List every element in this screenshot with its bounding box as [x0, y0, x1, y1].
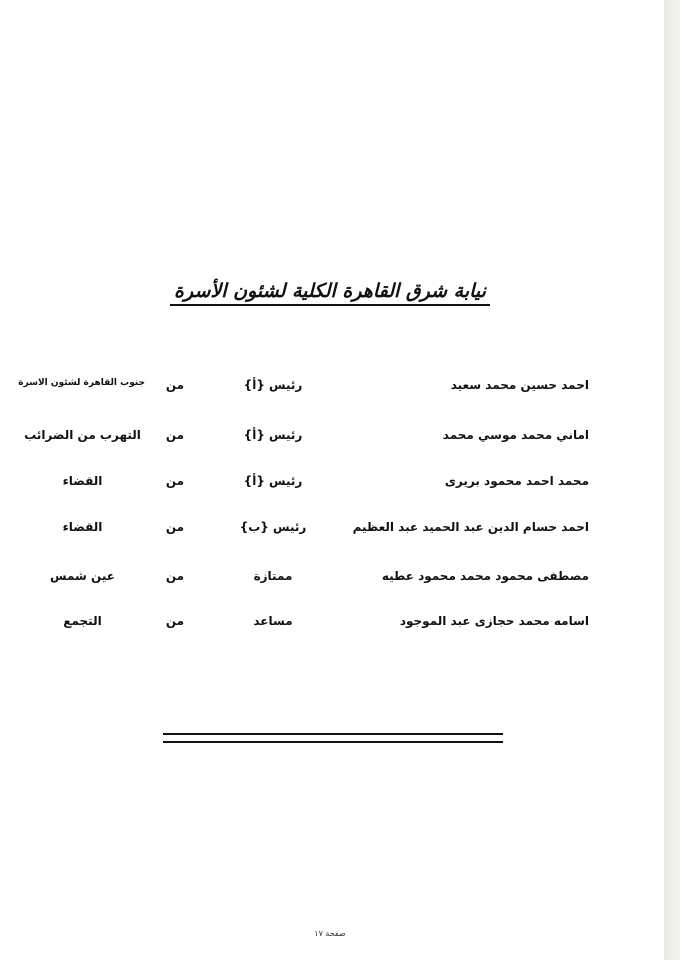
member-rank: رئيس {أ}	[243, 428, 303, 442]
member-destination: جنوب القاهرة لشئون الاسرة	[18, 378, 145, 388]
member-name: محمد احمد محمود بريرى	[444, 474, 589, 488]
from-label: من	[165, 614, 185, 628]
member-rank: مساعد	[253, 614, 293, 628]
list-item	[0, 428, 664, 452]
member-rank: ممتازة	[253, 569, 293, 583]
member-name: اسامه محمد حجازى عبد الموجود	[399, 614, 589, 628]
from-label: من	[165, 569, 185, 583]
member-rank: رئيس {أ}	[243, 474, 303, 488]
page-title: نيابة شرق القاهرة الكلية لشئون الأسرة	[170, 280, 490, 306]
member-destination: القضاء	[62, 474, 103, 488]
member-name: احمد حسام الدين عبد الحميد عبد العظيم	[352, 520, 589, 534]
from-label: من	[165, 428, 185, 442]
list-item	[0, 569, 664, 593]
member-rank: رئيس {ب}	[239, 520, 307, 534]
member-destination: القضاء	[62, 520, 103, 534]
from-label: من	[165, 520, 185, 534]
member-rank: رئيس {أ}	[243, 378, 303, 392]
member-destination: التجمع	[63, 614, 102, 628]
member-name: اماني محمد موسي محمد	[442, 428, 589, 442]
double-divider	[163, 733, 503, 743]
list-item	[0, 474, 664, 498]
page-number: صفحة ١٧	[314, 929, 346, 938]
list-item	[0, 520, 664, 544]
from-label: من	[165, 378, 185, 392]
from-label: من	[165, 474, 185, 488]
list-item	[0, 378, 664, 402]
member-destination: التهرب من الضرائب	[24, 428, 141, 442]
member-destination: عين شمس	[50, 569, 115, 583]
list-item	[0, 614, 664, 638]
page-edge	[664, 0, 680, 960]
member-name: مصطفى محمود محمد محمود عطيه	[381, 569, 589, 583]
member-name: احمد حسين محمد سعيد	[450, 378, 589, 392]
